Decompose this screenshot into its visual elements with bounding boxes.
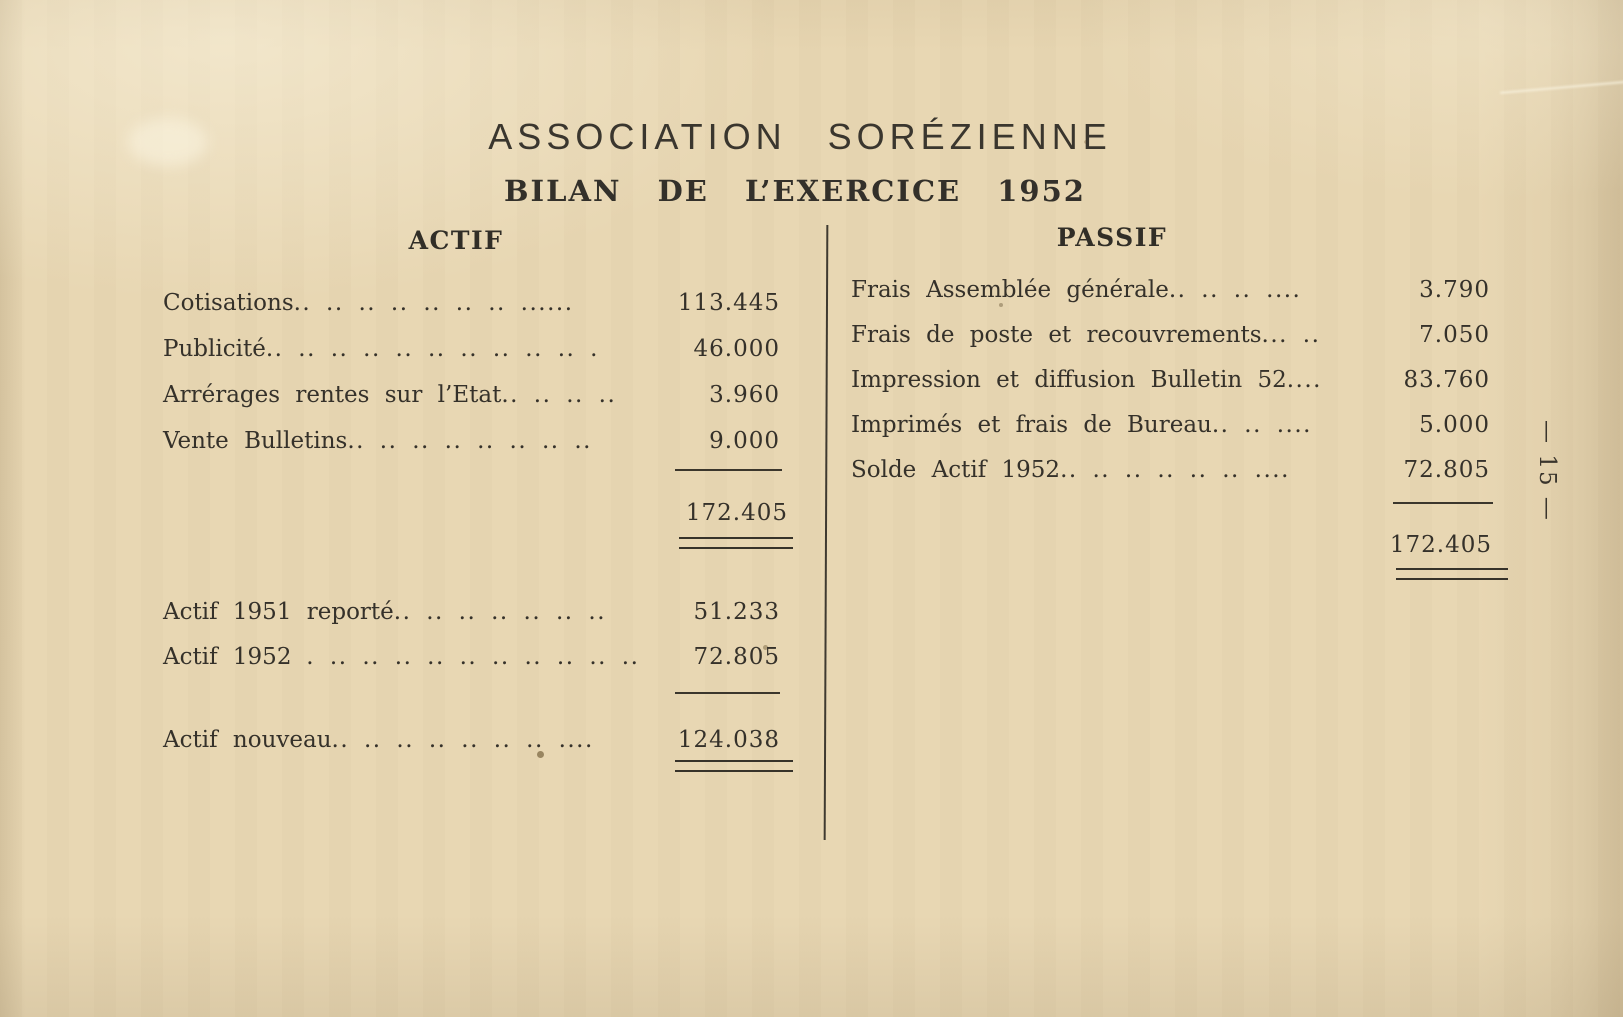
passif-total: 172.405 <box>1389 532 1492 558</box>
row-label <box>163 334 599 364</box>
passif-subtotal-rule <box>1393 502 1493 504</box>
row-value: 46.000 <box>693 336 780 362</box>
ledger-row-frais-assemblee <box>851 275 1490 305</box>
row-label <box>851 410 1312 440</box>
row-label <box>163 725 594 755</box>
row-label <box>851 320 1320 350</box>
row-label-text: Publicité <box>163 336 266 362</box>
passif-column-header: PASSIF <box>1056 223 1168 252</box>
ledger-row-impression-bulletin <box>851 365 1490 395</box>
ledger-row-actif-nouveau <box>163 725 780 755</box>
row-value: 124.038 <box>677 727 780 753</box>
row-value: 3.790 <box>1419 277 1490 303</box>
row-label-text: Frais de poste et recouvrements <box>851 322 1262 348</box>
row-value: 3.960 <box>709 382 780 408</box>
row-label-text: Actif nouveau <box>163 727 332 753</box>
page-title: ASSOCIATION SORÉZIENNE <box>488 116 1112 157</box>
row-value: 9.000 <box>709 428 780 454</box>
ledger-row-arrerages <box>163 380 780 410</box>
ledger-row-vente-bulletins <box>163 426 780 456</box>
row-label-text: Actif 1951 reporté <box>163 599 394 625</box>
ledger-row-publicite <box>163 334 780 364</box>
ledger-row-imprimes-bureau <box>851 410 1490 440</box>
dot-leader: .. .. .. .. <box>501 382 617 408</box>
ledger-row-cotisations <box>163 288 780 318</box>
passif-total-double-rule <box>1396 568 1508 580</box>
dot-leader: .. .. .. .. .. .. .. .... <box>331 727 594 753</box>
row-label-text: Solde Actif 1952 <box>851 457 1061 483</box>
row-label <box>851 365 1322 395</box>
row-value: 51.233 <box>693 599 780 625</box>
row-value: 7.050 <box>1419 322 1490 348</box>
row-label-text: Cotisations <box>163 290 294 316</box>
row-value: 72.805 <box>1403 457 1490 483</box>
dot-leader: .. .. .. .. .. .. .. .. .. .. . <box>265 336 599 362</box>
ledger-row-frais-poste <box>851 320 1490 350</box>
row-value: 83.760 <box>1403 367 1490 393</box>
ledger-row-actif-1952 <box>163 642 780 672</box>
row-label-text: Imprimés et frais de Bureau <box>851 412 1212 438</box>
row-label <box>163 597 606 627</box>
ledger-row-actif-1951 <box>163 597 780 627</box>
actif-new-double-rule <box>675 760 793 772</box>
actif-carry-rule <box>675 692 780 694</box>
dot-leader: .. .. .... <box>1211 412 1312 438</box>
row-label-text: Impression et diffusion Bulletin 52 <box>851 367 1287 393</box>
paper-crease <box>1500 80 1623 94</box>
column-divider-line <box>824 225 829 840</box>
row-label <box>163 288 574 318</box>
row-label <box>163 642 639 672</box>
page-subtitle: BILAN DE L’EXERCICE 1952 <box>504 174 1086 208</box>
ledger-row-solde-actif <box>851 455 1490 485</box>
dot-leader: .. .. .. .. .. .. .... <box>1060 457 1290 483</box>
row-label <box>163 380 616 410</box>
row-value: 5.000 <box>1419 412 1490 438</box>
dot-leader: . .. .. .. .. .. .. .. .. .. .. <box>291 644 640 670</box>
dot-leader: .. .. .. .... <box>1168 277 1302 303</box>
row-label-text: Frais Assemblée générale <box>851 277 1169 303</box>
dot-leader: .. .. .. .. .. .. .. <box>393 599 607 625</box>
row-label-text: Arrérages rentes sur l’Etat <box>163 382 502 408</box>
dot-leader: .. .. .. .. .. .. .. ...... <box>293 290 574 316</box>
actif-total: 172.405 <box>685 500 788 526</box>
dot-leader: .. .. .. .. .. .. .. .. <box>347 428 592 454</box>
row-label-text: Vente Bulletins <box>163 428 348 454</box>
actif-subtotal-rule <box>675 469 782 471</box>
row-value: 113.445 <box>677 290 780 316</box>
dot-leader: ... .. <box>1261 322 1321 348</box>
page-number: — 15 — <box>1534 420 1560 522</box>
dot-leader: .... <box>1286 367 1322 393</box>
actif-total-double-rule <box>679 537 793 549</box>
row-label-text: Actif 1952 <box>163 644 292 670</box>
row-label <box>851 455 1290 485</box>
row-label <box>851 275 1301 305</box>
row-label <box>163 426 592 456</box>
actif-column-header: ACTIF <box>408 226 504 255</box>
row-value: 72.805 <box>693 644 780 670</box>
